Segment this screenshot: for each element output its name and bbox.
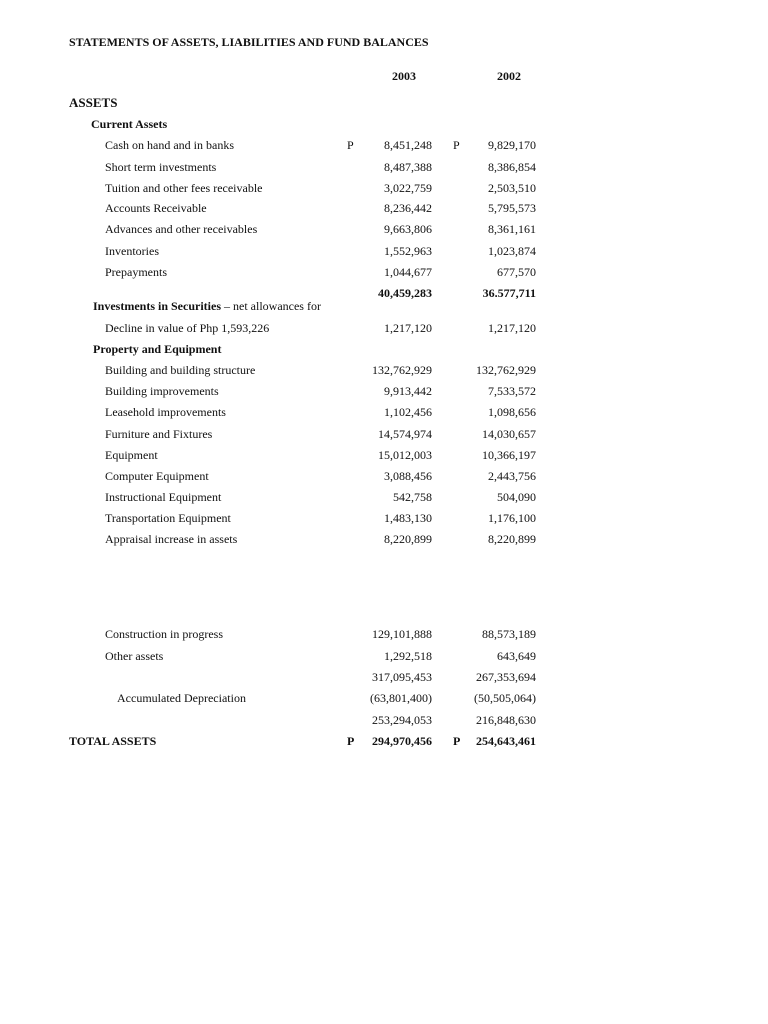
page-title: STATEMENTS OF ASSETS, LIABILITIES AND FUND BALANCES [69,35,429,49]
value-2002: 7,533,572 [488,384,536,398]
net-property-2003: 253,294,053 [372,713,432,727]
value-2003: 1,102,456 [384,405,432,419]
value-2002: 1,098,656 [488,405,536,419]
value-2003: 8,236,442 [384,201,432,215]
currency-symbol: P [347,734,355,748]
value-2002: 9,829,170 [488,138,536,152]
value-2002: 88,573,189 [482,627,536,641]
value-2003: 8,451,248 [384,138,432,152]
row-label: Prepayments [105,265,167,279]
value-2003: 3,088,456 [384,469,432,483]
value-2003: 129,101,888 [372,627,432,641]
investments-heading-bold: Investments in Securities [93,299,221,313]
row-label: Building and building structure [105,363,256,377]
value-2003: 1,044,677 [384,265,432,279]
depreciation-2002: (50,505,064) [474,691,536,705]
value-2002: 14,030,657 [482,427,536,441]
value-2002: 643,649 [497,649,536,663]
row-label: Building improvements [105,384,219,398]
value-2003: 1,483,130 [384,511,432,525]
value-2003: 3,022,759 [384,181,432,195]
row-label: Transportation Equipment [105,511,231,525]
row-label: Equipment [105,448,158,462]
row-label: Construction in progress [105,627,223,641]
depreciation-label: Accumulated Depreciation [117,691,246,705]
value-2002: 132,762,929 [476,363,536,377]
total-assets-2003: 294,970,456 [372,734,432,748]
value-2002: 8,220,899 [488,532,536,546]
value-2002: 2,503,510 [488,181,536,195]
value-2002: 1,217,120 [488,321,536,335]
value-2003: 8,220,899 [384,532,432,546]
row-label: Leasehold improvements [105,405,226,419]
current-assets-heading: Current Assets [91,117,168,131]
total-assets-label: TOTAL ASSETS [69,734,157,748]
investments-heading-rest: – net allowances for [221,299,321,313]
currency-symbol: P [347,138,354,152]
value-2003: 1,552,963 [384,244,432,258]
value-2002: 1,023,874 [488,244,536,258]
row-label: Computer Equipment [105,469,209,483]
row-label: Cash on hand and in banks [105,138,234,152]
column-header-2003: 2003 [392,69,416,83]
depreciation-2003: (63,801,400) [370,691,432,705]
property-heading: Property and Equipment [93,342,222,356]
value-2002: 8,386,854 [488,160,536,174]
value-2002: 504,090 [497,490,536,504]
subtotal-2002: 36.577,711 [482,286,536,300]
row-label: Instructional Equipment [105,490,222,504]
value-2002: 5,795,573 [488,201,536,215]
value-2003: 8,487,388 [384,160,432,174]
value-2003: 132,762,929 [372,363,432,377]
value-2003: 14,574,974 [378,427,432,441]
value-2003: 15,012,003 [378,448,432,462]
value-2003: 542,758 [393,490,432,504]
investments-heading [93,299,321,313]
value-2003: 1,217,120 [384,321,432,335]
total-assets-2002: 254,643,461 [476,734,536,748]
row-label: Advances and other receivables [105,222,258,236]
value-2002: 1,176,100 [488,511,536,525]
value-2002: 2,443,756 [488,469,536,483]
value-2002: 8,361,161 [488,222,536,236]
gross-total-2003: 317,095,453 [372,670,432,684]
row-label: Accounts Receivable [105,201,207,215]
column-header-2002: 2002 [497,69,521,83]
net-property-2002: 216,848,630 [476,713,536,727]
row-label: Appraisal increase in assets [105,532,238,546]
currency-symbol: P [453,138,460,152]
subtotal-2003: 40,459,283 [378,286,432,300]
value-2003: 1,292,518 [384,649,432,663]
assets-heading: ASSETS [69,95,118,110]
value-2002: 677,570 [497,265,536,279]
row-label: Short term investments [105,160,217,174]
row-label: Decline in value of Php 1,593,226 [105,321,270,335]
row-label: Inventories [105,244,159,258]
row-label: Other assets [105,649,164,663]
row-label: Tuition and other fees receivable [105,181,263,195]
currency-symbol: P [453,734,461,748]
row-label: Furniture and Fixtures [105,427,213,441]
value-2003: 9,913,442 [384,384,432,398]
value-2003: 9,663,806 [384,222,432,236]
value-2002: 10,366,197 [482,448,536,462]
gross-total-2002: 267,353,694 [476,670,536,684]
